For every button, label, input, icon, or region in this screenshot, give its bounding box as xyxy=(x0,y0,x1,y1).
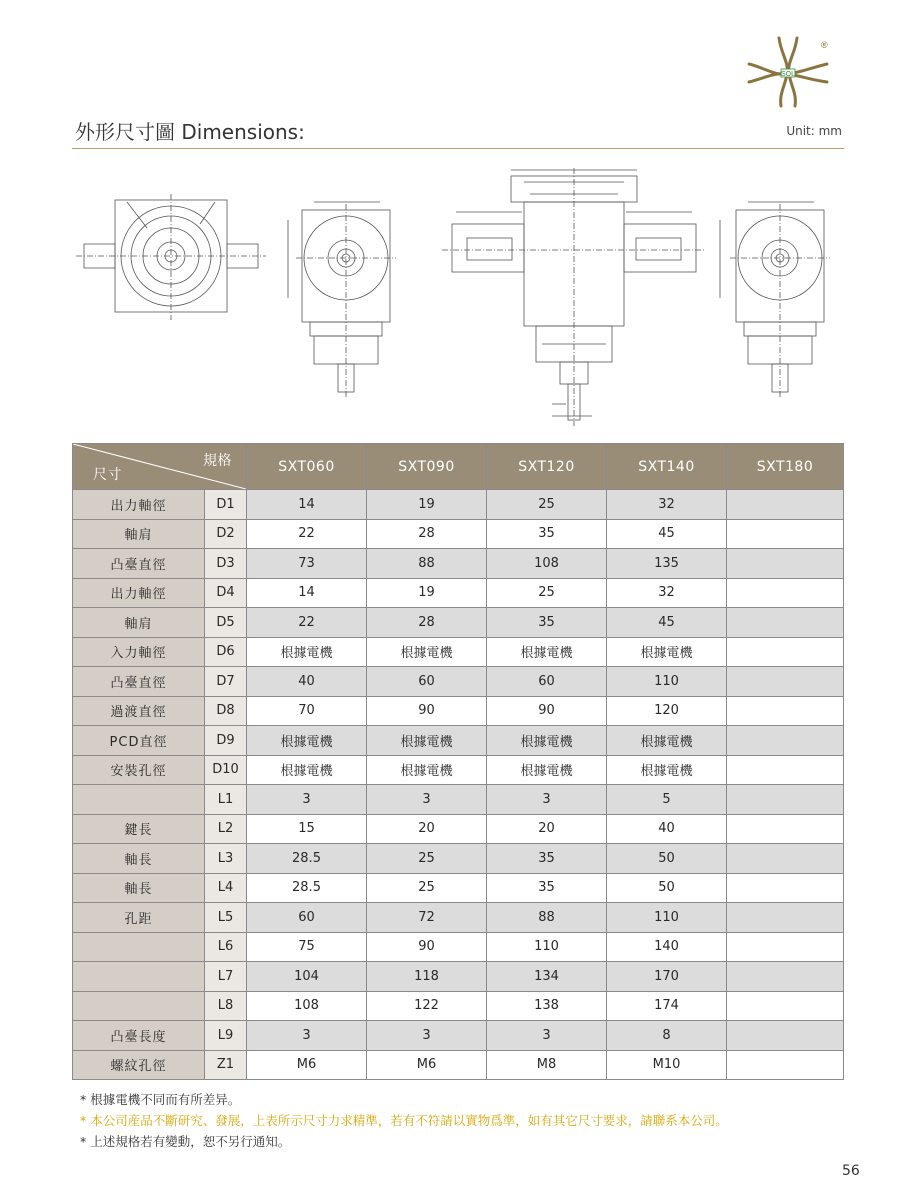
table-cell: 19 xyxy=(367,490,487,520)
row-code: L8 xyxy=(205,991,247,1021)
table-cell xyxy=(727,1050,844,1080)
table-cell: 根據電機 xyxy=(247,726,367,756)
table-cell: 90 xyxy=(367,932,487,962)
row-label: 軸肩 xyxy=(73,519,205,549)
corner-spec-label: 規格 xyxy=(203,453,232,469)
table-cell xyxy=(727,490,844,520)
page-title: 外形尺寸圖 Dimensions: xyxy=(75,120,305,144)
model-header: SXT090 xyxy=(367,444,487,490)
table-cell xyxy=(727,608,844,638)
table-row xyxy=(73,962,844,992)
table-cell: 25 xyxy=(487,578,607,608)
dimension-drawings xyxy=(72,158,844,433)
table-cell: 72 xyxy=(367,903,487,933)
footnote-highlight: * 本公司産品不斷研究、發展，上表所示尺寸力求精準，若有不符請以實物爲準，如有其它尺寸要求，請聯系本公司。 xyxy=(80,1113,728,1128)
row-code: Z1 xyxy=(205,1050,247,1080)
row-label: 過渡直徑 xyxy=(73,696,205,726)
table-cell: 110 xyxy=(607,667,727,697)
top-view-drawing xyxy=(442,168,706,426)
table-cell: 35 xyxy=(487,608,607,638)
row-label xyxy=(73,962,205,992)
table-cell: 50 xyxy=(607,844,727,874)
table-cell xyxy=(727,549,844,579)
footnote: * 上述規格若有變動，恕不另行通知。 xyxy=(80,1134,291,1149)
table-cell: 25 xyxy=(367,844,487,874)
table-cell xyxy=(727,991,844,1021)
side-view-drawing xyxy=(288,202,396,398)
table-cell: 28 xyxy=(367,608,487,638)
table-row xyxy=(73,903,844,933)
dimensions-table xyxy=(72,443,844,1080)
row-label: 凸臺長度 xyxy=(73,1021,205,1051)
table-cell: 3 xyxy=(247,785,367,815)
table-cell: 90 xyxy=(487,696,607,726)
model-header: SXT140 xyxy=(607,444,727,490)
row-code: D3 xyxy=(205,549,247,579)
table-cell xyxy=(727,637,844,667)
table-cell: 3 xyxy=(247,1021,367,1051)
table-row xyxy=(73,785,844,815)
table-cell: 22 xyxy=(247,519,367,549)
table-cell xyxy=(727,814,844,844)
row-code: L7 xyxy=(205,962,247,992)
unit-label: Unit: mm xyxy=(786,124,842,138)
table-cell: 70 xyxy=(247,696,367,726)
front-view-drawing xyxy=(76,194,266,320)
table-cell: 45 xyxy=(607,519,727,549)
table-cell: 120 xyxy=(607,696,727,726)
table-cell: 3 xyxy=(487,785,607,815)
table-cell: 根據電機 xyxy=(607,637,727,667)
table-row xyxy=(73,726,844,756)
table-cell: 35 xyxy=(487,519,607,549)
row-code: L4 xyxy=(205,873,247,903)
table-row xyxy=(73,873,844,903)
table-cell: 134 xyxy=(487,962,607,992)
table-cell xyxy=(727,903,844,933)
row-label: 軸長 xyxy=(73,844,205,874)
table-cell xyxy=(727,578,844,608)
table-cell xyxy=(727,785,844,815)
row-label: PCD直徑 xyxy=(73,726,205,756)
table-cell xyxy=(727,519,844,549)
table-row xyxy=(73,814,844,844)
table-cell: 174 xyxy=(607,991,727,1021)
table-cell: 根據電機 xyxy=(367,637,487,667)
table-cell: 110 xyxy=(487,932,607,962)
table-cell: 根據電機 xyxy=(487,755,607,785)
table-row xyxy=(73,844,844,874)
table-cell: 19 xyxy=(367,578,487,608)
table-row xyxy=(73,932,844,962)
table-cell: 45 xyxy=(607,608,727,638)
table-cell: 15 xyxy=(247,814,367,844)
footnote: * 根據電機不同而有所差异。 xyxy=(80,1092,241,1107)
table-row xyxy=(73,490,844,520)
table-cell: 50 xyxy=(607,873,727,903)
table-row xyxy=(73,637,844,667)
table-cell: 60 xyxy=(487,667,607,697)
table-cell: 根據電機 xyxy=(247,637,367,667)
table-cell: 88 xyxy=(487,903,607,933)
table-row xyxy=(73,755,844,785)
table-cell: 8 xyxy=(607,1021,727,1051)
table-cell: 90 xyxy=(367,696,487,726)
table-cell: 20 xyxy=(367,814,487,844)
table-cell: 根據電機 xyxy=(487,726,607,756)
table-cell: 40 xyxy=(607,814,727,844)
table-cell: 110 xyxy=(607,903,727,933)
table-cell: 104 xyxy=(247,962,367,992)
table-cell xyxy=(727,873,844,903)
corner-cell xyxy=(73,444,247,490)
table-cell xyxy=(727,696,844,726)
row-label: 鍵長 xyxy=(73,814,205,844)
row-code: L9 xyxy=(205,1021,247,1051)
table-cell: 73 xyxy=(247,549,367,579)
table-cell xyxy=(727,755,844,785)
model-header: SXT180 xyxy=(727,444,844,490)
logo-text: SOL xyxy=(780,71,796,78)
footnotes xyxy=(80,1089,728,1152)
table-row xyxy=(73,1021,844,1051)
row-code: D1 xyxy=(205,490,247,520)
row-label: 入力軸徑 xyxy=(73,637,205,667)
table-cell: 140 xyxy=(607,932,727,962)
table-cell: 28.5 xyxy=(247,873,367,903)
table-cell: 根據電機 xyxy=(367,755,487,785)
table-cell: 25 xyxy=(367,873,487,903)
table-cell: 35 xyxy=(487,844,607,874)
table-cell: 60 xyxy=(247,903,367,933)
table-cell: 根據電機 xyxy=(487,637,607,667)
table-cell: 122 xyxy=(367,991,487,1021)
table-cell: 根據電機 xyxy=(247,755,367,785)
row-label xyxy=(73,932,205,962)
table-cell: 根據電機 xyxy=(367,726,487,756)
row-label: 凸臺直徑 xyxy=(73,667,205,697)
row-code: L5 xyxy=(205,903,247,933)
row-code: D9 xyxy=(205,726,247,756)
model-header: SXT060 xyxy=(247,444,367,490)
table-cell: 22 xyxy=(247,608,367,638)
row-code: D4 xyxy=(205,578,247,608)
row-code: D8 xyxy=(205,696,247,726)
table-cell: 3 xyxy=(367,785,487,815)
table-cell: 135 xyxy=(607,549,727,579)
table-cell xyxy=(727,1021,844,1051)
sol-logo xyxy=(745,34,830,110)
rear-view-drawing xyxy=(720,202,830,398)
table-cell: 108 xyxy=(487,549,607,579)
row-label xyxy=(73,785,205,815)
row-label: 孔距 xyxy=(73,903,205,933)
table-row xyxy=(73,549,844,579)
table-cell: 28.5 xyxy=(247,844,367,874)
table-cell: M10 xyxy=(607,1050,727,1080)
table-cell: M6 xyxy=(367,1050,487,1080)
table-cell: 88 xyxy=(367,549,487,579)
table-cell: 75 xyxy=(247,932,367,962)
row-label: 軸肩 xyxy=(73,608,205,638)
row-code: D10 xyxy=(205,755,247,785)
table-cell: 20 xyxy=(487,814,607,844)
row-label: 凸臺直徑 xyxy=(73,549,205,579)
table-cell: 138 xyxy=(487,991,607,1021)
table-cell: 118 xyxy=(367,962,487,992)
table-cell: M6 xyxy=(247,1050,367,1080)
table-cell: 3 xyxy=(367,1021,487,1051)
row-code: L2 xyxy=(205,814,247,844)
table-cell: 3 xyxy=(487,1021,607,1051)
table-cell xyxy=(727,667,844,697)
table-cell: 40 xyxy=(247,667,367,697)
row-code: L1 xyxy=(205,785,247,815)
table-cell: 108 xyxy=(247,991,367,1021)
table-cell: 5 xyxy=(607,785,727,815)
table-cell: 25 xyxy=(487,490,607,520)
row-label: 出力軸徑 xyxy=(73,490,205,520)
table-row xyxy=(73,1050,844,1080)
table-cell: 14 xyxy=(247,578,367,608)
row-label: 出力軸徑 xyxy=(73,578,205,608)
table-cell: 根據電機 xyxy=(607,755,727,785)
table-cell: 32 xyxy=(607,490,727,520)
page-number: 56 xyxy=(842,1163,860,1179)
table-row xyxy=(73,667,844,697)
title-bar xyxy=(72,112,844,149)
table-cell: 28 xyxy=(367,519,487,549)
table-cell: 170 xyxy=(607,962,727,992)
row-code: L6 xyxy=(205,932,247,962)
table-cell xyxy=(727,844,844,874)
row-label: 安裝孔徑 xyxy=(73,755,205,785)
row-code: D7 xyxy=(205,667,247,697)
table-row xyxy=(73,696,844,726)
table-cell xyxy=(727,932,844,962)
table-cell xyxy=(727,726,844,756)
table-row xyxy=(73,578,844,608)
table-cell xyxy=(727,962,844,992)
table-row xyxy=(73,519,844,549)
row-code: L3 xyxy=(205,844,247,874)
table-cell: 32 xyxy=(607,578,727,608)
table-row xyxy=(73,608,844,638)
corner-dim-label: 尺寸 xyxy=(93,467,122,483)
table-cell: 根據電機 xyxy=(607,726,727,756)
row-code: D5 xyxy=(205,608,247,638)
registered-mark: ® xyxy=(821,40,828,50)
row-code: D2 xyxy=(205,519,247,549)
table-cell: 14 xyxy=(247,490,367,520)
row-label: 軸長 xyxy=(73,873,205,903)
model-header: SXT120 xyxy=(487,444,607,490)
table-cell: 60 xyxy=(367,667,487,697)
table-row xyxy=(73,991,844,1021)
row-code: D6 xyxy=(205,637,247,667)
table-cell: M8 xyxy=(487,1050,607,1080)
row-label: 螺紋孔徑 xyxy=(73,1050,205,1080)
table-cell: 35 xyxy=(487,873,607,903)
table-header-row xyxy=(73,444,844,490)
row-label xyxy=(73,991,205,1021)
